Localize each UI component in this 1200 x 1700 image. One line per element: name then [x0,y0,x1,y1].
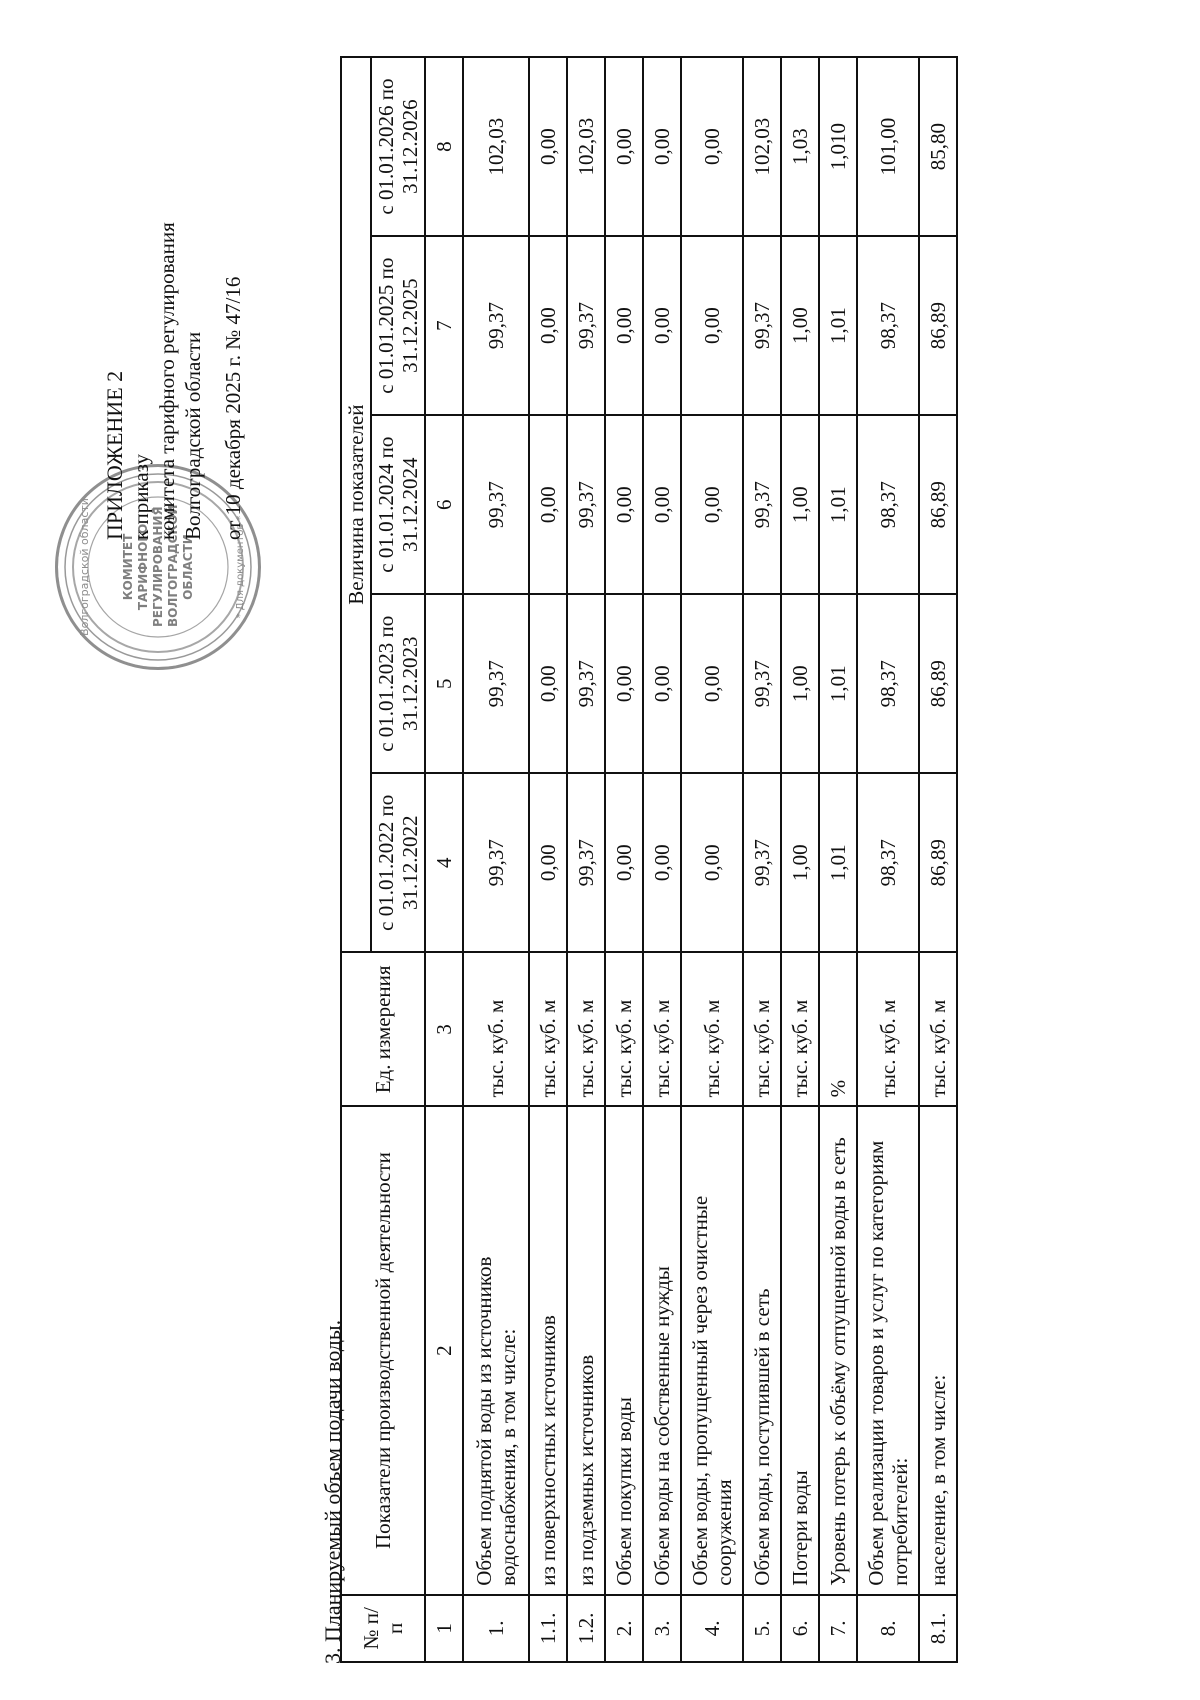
row-indicator: из подземных источников [567,1106,605,1594]
row-value-2022: 0,00 [605,773,643,952]
header-num: № п/п [341,1595,425,1662]
row-value-2023: 0,00 [605,594,643,773]
row-number: 1.1. [529,1595,567,1662]
row-value-2025: 99,37 [567,236,605,415]
row-value-2024: 86,89 [919,415,957,594]
row-indicator: население, в том числе: [919,1106,957,1594]
row-unit: тыс. куб. м [463,952,529,1106]
row-value-2025: 0,00 [529,236,567,415]
svg-text:* Для документов *: * Для документов * [235,515,246,619]
row-unit: тыс. куб. м [529,952,567,1106]
row-value-2026: 102,03 [567,57,605,236]
row-value-2025: 99,37 [463,236,529,415]
section-title: 3. Планируемый объем подачи воды. [320,1319,345,1664]
row-value-2022: 0,00 [643,773,681,952]
row-number: 3. [643,1595,681,1662]
row-indicator: Объем воды, пропущенный через очистные сооружения [681,1106,743,1594]
row-indicator: Объем воды на собственные нужды [643,1106,681,1594]
row-value-2022: 86,89 [919,773,957,952]
row-value-2024: 0,00 [681,415,743,594]
header-values-group: Величина показателей [341,57,371,952]
row-value-2023: 99,37 [743,594,781,773]
header-period-2026: с 01.01.2026 по 31.12.2026 [371,57,425,236]
row-value-2023: 99,37 [463,594,529,773]
appendix-line-2: комитета тарифного регулирования [155,222,179,540]
column-index: 1 [425,1595,463,1662]
row-value-2024: 99,37 [463,415,529,594]
row-number: 8.1. [919,1595,957,1662]
row-unit: тыс. куб. м [743,952,781,1106]
row-value-2025: 86,89 [919,236,957,415]
row-value-2022: 0,00 [529,773,567,952]
row-value-2026: 0,00 [605,57,643,236]
table-row [567,57,605,1662]
row-unit: тыс. куб. м [919,952,957,1106]
row-number: 1.2. [567,1595,605,1662]
row-value-2025: 1,00 [781,236,819,415]
row-number: 8. [857,1595,919,1662]
row-value-2026: 85,80 [919,57,957,236]
table-row [781,57,819,1662]
row-value-2024: 99,37 [567,415,605,594]
row-value-2024: 0,00 [643,415,681,594]
column-index: 7 [425,236,463,415]
row-value-2022: 1,00 [781,773,819,952]
row-unit: тыс. куб. м [643,952,681,1106]
header-period-2022: с 01.01.2022 по 31.12.2022 [371,773,425,952]
header-unit: Ед. измерения [341,952,425,1106]
row-value-2022: 98,37 [857,773,919,952]
appendix-title: ПРИЛОЖЕНИЕ 2 [102,370,127,540]
appendix-line-1: к приказу [129,454,153,540]
row-value-2022: 0,00 [681,773,743,952]
row-value-2025: 1,01 [819,236,857,415]
row-value-2024: 99,37 [743,415,781,594]
row-value-2024: 1,01 [819,415,857,594]
row-unit: тыс. куб. м [781,952,819,1106]
row-value-2023: 0,00 [643,594,681,773]
row-unit: % [819,952,857,1106]
column-index: 2 [425,1106,463,1594]
row-number: 4. [681,1595,743,1662]
row-value-2023: 1,00 [781,594,819,773]
row-unit: тыс. куб. м [857,952,919,1106]
row-value-2026: 0,00 [643,57,681,236]
row-unit: тыс. куб. м [605,952,643,1106]
row-indicator: из поверхностных источников [529,1106,567,1594]
table-row [643,57,681,1662]
row-indicator: Объем воды, поступившей в сеть [743,1106,781,1594]
row-value-2026: 0,00 [681,57,743,236]
row-number: 7. [819,1595,857,1662]
row-indicator: Объем реализации товаров и услуг по категориям потребителей: [857,1106,919,1594]
row-value-2026: 102,03 [743,57,781,236]
row-value-2025: 0,00 [681,236,743,415]
row-value-2023: 99,37 [567,594,605,773]
table-row [605,57,643,1662]
row-value-2024: 0,00 [529,415,567,594]
row-unit: тыс. куб. м [681,952,743,1106]
header-period-2023: с 01.01.2023 по 31.12.2023 [371,594,425,773]
column-index-row [425,57,463,1662]
row-value-2022: 1,01 [819,773,857,952]
row-number: 5. [743,1595,781,1662]
row-number: 1. [463,1595,529,1662]
row-value-2023: 1,01 [819,594,857,773]
row-value-2026: 1,03 [781,57,819,236]
row-value-2026: 0,00 [529,57,567,236]
header-period-2024: с 01.01.2024 по 31.12.2024 [371,415,425,594]
row-value-2026: 1,010 [819,57,857,236]
appendix-line-3: Волгоградской области [181,331,205,540]
table-row [819,57,857,1662]
column-index: 6 [425,415,463,594]
appendix-header [102,222,246,540]
row-value-2024: 0,00 [605,415,643,594]
row-value-2025: 0,00 [643,236,681,415]
row-value-2022: 99,37 [743,773,781,952]
column-index: 5 [425,594,463,773]
column-index: 4 [425,773,463,952]
row-indicator: Объем поднятой воды из источников водоснабжения, в том числе: [463,1106,529,1594]
column-index: 8 [425,57,463,236]
row-value-2022: 99,37 [463,773,529,952]
row-value-2023: 98,37 [857,594,919,773]
table-row [857,57,919,1662]
row-value-2023: 0,00 [681,594,743,773]
row-number: 2. [605,1595,643,1662]
row-value-2024: 98,37 [857,415,919,594]
row-value-2024: 1,00 [781,415,819,594]
table-row [743,57,781,1662]
appendix-date: от 10 декабря 2025 г. № 47/16 [221,276,245,540]
header-indicator: Показатели производственной деятельности [341,1106,425,1594]
row-value-2025: 99,37 [743,236,781,415]
row-value-2025: 98,37 [857,236,919,415]
row-value-2025: 0,00 [605,236,643,415]
svg-text:Волгоградской области: Волгоградской области [78,498,91,636]
row-number: 6. [781,1595,819,1662]
water-volume-table [340,56,958,1663]
table-row [919,57,957,1662]
row-value-2026: 101,00 [857,57,919,236]
table-row [681,57,743,1662]
row-indicator: Потери воды [781,1106,819,1594]
row-value-2023: 86,89 [919,594,957,773]
row-indicator: Объем покупки воды [605,1106,643,1594]
seal-center-text: КОМИТЕТ ТАРИФНОГО РЕГУЛИРОВАНИЯ ВОЛГОГРАДСКОЙ ОБЛАСТИ [120,504,195,627]
header-period-2025: с 01.01.2025 по 31.12.2025 [371,236,425,415]
row-value-2023: 0,00 [529,594,567,773]
row-unit: тыс. куб. м [567,952,605,1106]
row-value-2022: 99,37 [567,773,605,952]
row-indicator: Уровень потерь к объёму отпущенной воды в сеть [819,1106,857,1594]
column-index: 3 [425,952,463,1106]
row-value-2026: 102,03 [463,57,529,236]
table-row [529,57,567,1662]
table-row [463,57,529,1662]
